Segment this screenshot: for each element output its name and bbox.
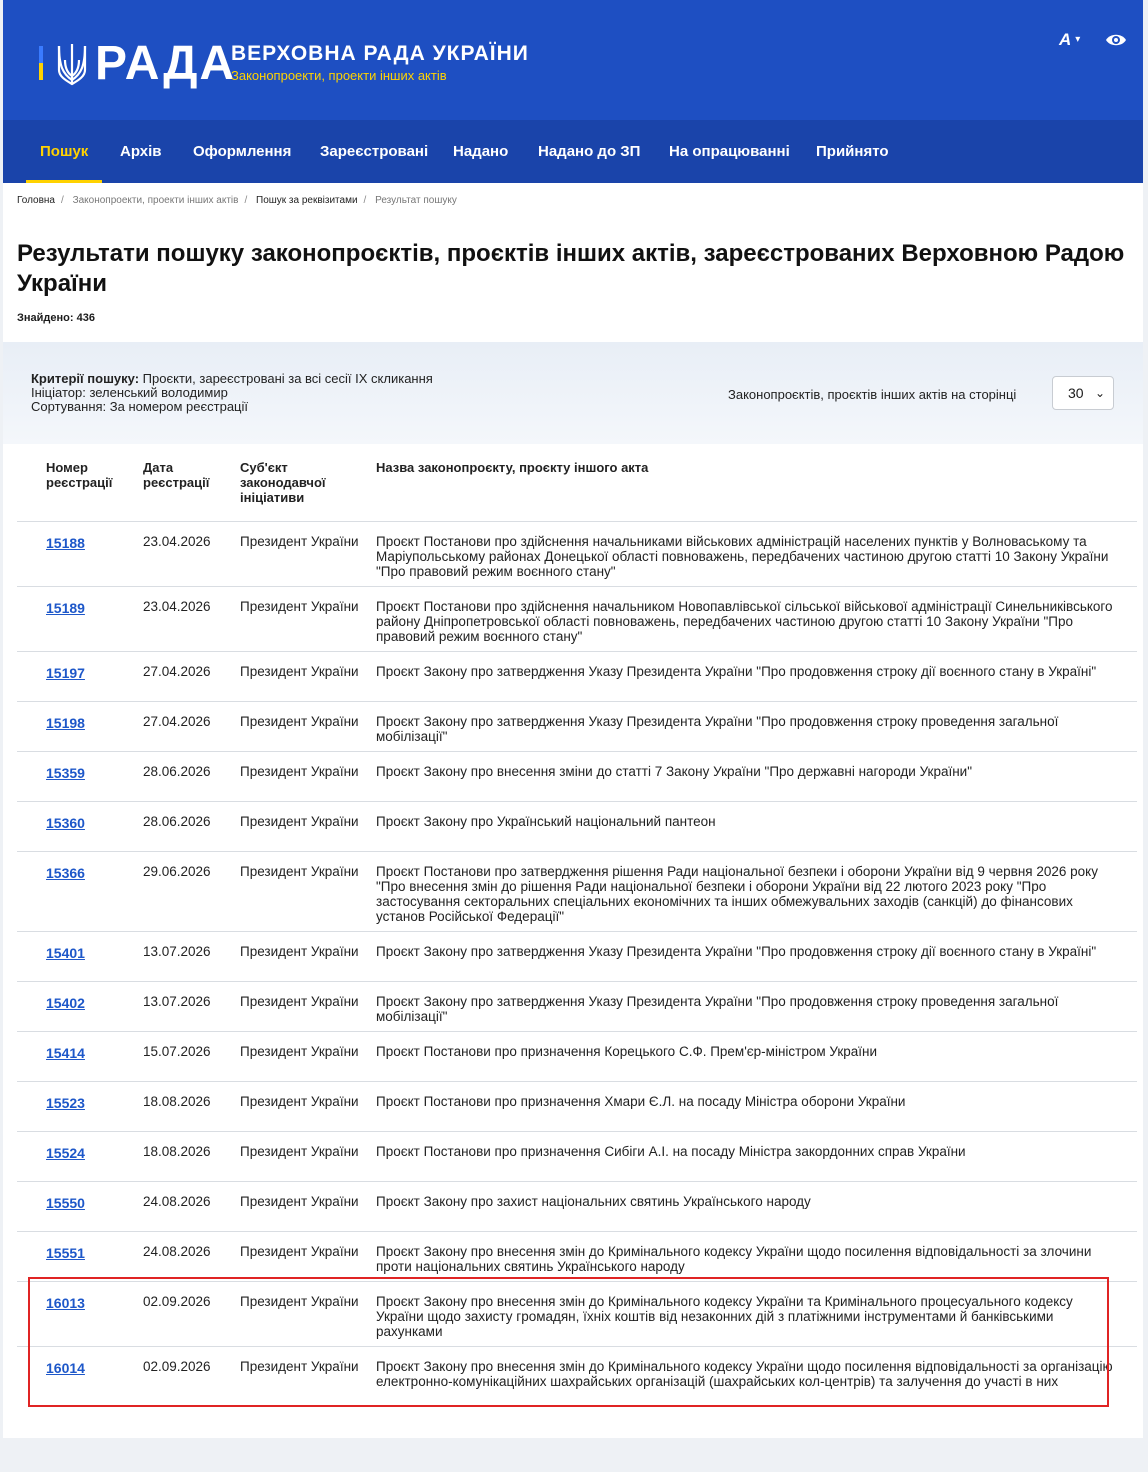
org-subtitle[interactable]: Законопроекти, проекти інших актів (231, 68, 447, 83)
registration-date: 28.06.2026 (143, 764, 211, 779)
registration-date: 02.09.2026 (143, 1294, 211, 1309)
nav-submitted-zp[interactable]: Надано до ЗП (538, 143, 641, 160)
bill-number-link[interactable]: 15523 (46, 1095, 85, 1111)
per-page-value: 30 (1068, 385, 1084, 401)
font-size-button[interactable] (1059, 30, 1080, 50)
org-title[interactable]: ВЕРХОВНА РАДА УКРАЇНИ (231, 42, 529, 65)
criteria-initiator: Ініціатор: зеленський володимир (31, 385, 228, 400)
initiative-subject: Президент України (240, 599, 359, 614)
logo-word[interactable]: РАДА (95, 37, 237, 90)
bill-title: Проєкт Закону про затвердження Указу Президента України "Про продовження строку проведення загальної мобілізації" (376, 994, 1059, 1024)
bill-number-link[interactable]: 15366 (46, 865, 85, 881)
bill-number-link[interactable]: 15189 (46, 600, 85, 616)
breadcrumb: Головна / Законопроекти, проекти інших актів / Пошук за реквізитами / Результат пошуку (17, 195, 457, 206)
registration-date: 18.08.2026 (143, 1094, 211, 1109)
registration-date: 13.07.2026 (143, 994, 211, 1009)
bill-title: Проєкт Закону про внесення змін до Кримінального кодексу України щодо посилення відповідальності за організацію електронно-комунікаційних шахрайських організацій (шахрайських кол-центрів) та залучення до участі в них (376, 1359, 1113, 1389)
bill-number-link[interactable]: 15198 (46, 715, 85, 731)
bill-title: Проєкт Постанови про здійснення начальниками військових адміністрацій населених пунктів у Волноваському та Маріупольському районах Донецької області повноважень, передбачених частиною другою статті 10 Закону України "Про правовий режим воєнного стану" (376, 534, 1109, 579)
initiative-subject: Президент України (240, 864, 359, 879)
bill-title: Проєкт Постанови про затвердження рішення Ради національної безпеки і оборони України від 9 червня 2026 року "Про внесення змін до рішення Ради національної безпеки і оборони України від 22 лютого 2023 року "Про застосування секторальних спеціальних економічних та інших обмежувальних заходів (санкцій) до фінансових установ Російської Федерації" (376, 864, 1098, 924)
header-subject[interactable]: Суб'єкт законодавчої ініціативи (240, 460, 326, 505)
registration-date: 28.06.2026 (143, 814, 211, 829)
chevron-down-icon: ⌄ (1094, 386, 1105, 400)
nav-in-progress[interactable]: На опрацюванні (669, 143, 790, 160)
bill-number-link[interactable]: 15402 (46, 995, 85, 1011)
initiative-subject: Президент України (240, 944, 359, 959)
table-row (17, 752, 1137, 802)
bill-number-link[interactable]: 15401 (46, 945, 85, 961)
table-row (17, 587, 1137, 652)
bill-title: Проєкт Закону про захист національних святинь Українського народу (376, 1194, 811, 1209)
bill-title: Проєкт Закону про внесення зміни до статті 7 Закону України "Про державні нагороди України" (376, 764, 973, 779)
breadcrumb-current: Результат пошуку (375, 195, 457, 206)
bill-title: Проєкт Постанови про призначення Сибіги А.І. на посаду Міністра закордонних справ України (376, 1144, 966, 1159)
bill-title: Проєкт Закону про затвердження Указу Президента України "Про продовження строку дії воєнного стану в Україні" (376, 944, 1097, 959)
breadcrumb-bills[interactable]: Законопроекти, проекти інших актів (72, 195, 239, 206)
bill-title: Проєкт Постанови про здійснення начальником Новопавлівської сільської військової адміністрації Синельниківського району Дніпропетровської області повноважень, передбачених частиною другою статті 10 Закону України "Про правовий режим воєнного стану" (376, 599, 1113, 644)
eye-icon[interactable] (1105, 31, 1127, 49)
initiative-subject: Президент України (240, 814, 359, 829)
criteria-label: Критерії пошуку: (31, 371, 140, 386)
page-title: Результати пошуку законопроєктів, проєктів інших актів, зареєстрованих Верховною Радою України (17, 240, 1125, 297)
per-page-select[interactable] (1052, 376, 1114, 410)
bill-title: Проєкт Закону про внесення змін до Кримінального кодексу України та Кримінального процесуального кодексу України щодо захисту громадян, їхніх коштів від незаконних дій з платіжними інструментами й банківськими рахунками (376, 1294, 1073, 1339)
initiative-subject: Президент України (240, 1294, 359, 1309)
table-row (17, 1032, 1137, 1082)
initiative-subject: Президент України (240, 1244, 359, 1259)
initiative-subject: Президент України (240, 994, 359, 1009)
table-row (17, 1082, 1137, 1132)
table-row (17, 1232, 1137, 1282)
site-header (3, 0, 1143, 120)
bill-number-link[interactable]: 15188 (46, 535, 85, 551)
registration-date: 02.09.2026 (143, 1359, 211, 1374)
bill-title: Проєкт Закону про затвердження Указу Президента України "Про продовження строку проведення загальної мобілізації" (376, 714, 1059, 744)
chevron-down-icon: ▾ (1075, 34, 1081, 45)
registration-date: 13.07.2026 (143, 944, 211, 959)
trident-icon (55, 40, 89, 90)
header-title[interactable]: Назва законопроєкту, проєкту іншого акта (376, 460, 649, 475)
initiative-subject: Президент України (240, 664, 359, 679)
table-row (17, 1132, 1137, 1182)
initiative-subject: Президент України (240, 1194, 359, 1209)
initiative-subject: Президент України (240, 714, 359, 729)
nav-search[interactable]: Пошук (40, 120, 88, 183)
font-size-label: А (1059, 30, 1072, 49)
registration-date: 24.08.2026 (143, 1194, 211, 1209)
bill-title: Проєкт Закону про Український національний пантеон (376, 814, 716, 829)
bill-title: Проєкт Постанови про призначення Корецького С.Ф. Прем'єр-міністром України (376, 1044, 878, 1059)
header-number[interactable]: Номер реєстрації (46, 460, 113, 490)
registration-date: 27.04.2026 (143, 714, 211, 729)
bill-number-link[interactable]: 15360 (46, 815, 85, 831)
per-page-label: Законопроєктів, проєктів інших актів на сторінці (728, 387, 1017, 402)
table-header (17, 460, 1137, 522)
header-date[interactable]: Дата реєстрації (143, 460, 210, 490)
flag-stripe (39, 46, 43, 80)
initiative-subject: Президент України (240, 1044, 359, 1059)
registration-date: 24.08.2026 (143, 1244, 211, 1259)
table-row (17, 702, 1137, 752)
bill-number-link[interactable]: 15524 (46, 1145, 85, 1161)
nav-drafting[interactable]: Оформлення (193, 143, 292, 160)
bill-number-link[interactable]: 15197 (46, 665, 85, 681)
bill-number-link[interactable]: 15359 (46, 765, 85, 781)
table-row (17, 852, 1137, 932)
criteria-value: Проєкти, зареєстровані за всі сесії IX скликання (142, 371, 433, 386)
table-row (17, 652, 1137, 702)
registration-date: 18.08.2026 (143, 1144, 211, 1159)
table-row (17, 802, 1137, 852)
results-count: Знайдено: 436 (17, 312, 95, 324)
bill-number-link[interactable]: 16014 (46, 1360, 85, 1376)
registration-date: 29.06.2026 (143, 864, 211, 879)
nav-registered[interactable]: Зареєстровані (320, 143, 429, 160)
breadcrumb-search[interactable]: Пошук за реквізитами (256, 195, 358, 206)
initiative-subject: Президент України (240, 1094, 359, 1109)
bill-number-link[interactable]: 16013 (46, 1295, 85, 1311)
table-row (17, 522, 1137, 587)
bill-number-link[interactable]: 15550 (46, 1195, 85, 1211)
registration-date: 15.07.2026 (143, 1044, 211, 1059)
registration-date: 23.04.2026 (143, 599, 211, 614)
registration-date: 27.04.2026 (143, 664, 211, 679)
highlight-box (28, 1277, 1109, 1407)
bill-number-link[interactable]: 15551 (46, 1245, 85, 1261)
table-row (17, 982, 1137, 1032)
initiative-subject: Президент України (240, 534, 359, 549)
table-row (17, 1182, 1137, 1232)
breadcrumb-home[interactable]: Головна (17, 195, 55, 206)
main-nav (3, 120, 1143, 183)
bill-number-link[interactable]: 15414 (46, 1045, 85, 1061)
content-panel (3, 183, 1143, 1438)
initiative-subject: Президент України (240, 1144, 359, 1159)
bill-title: Проєкт Закону про затвердження Указу Президента України "Про продовження строку дії воєнного стану в Україні" (376, 664, 1097, 679)
search-criteria (3, 342, 1143, 444)
nav-archive[interactable]: Архів (120, 143, 162, 160)
table-row (17, 932, 1137, 982)
criteria-sort: Сортування: За номером реєстрації (31, 399, 249, 414)
bill-title: Проєкт Постанови про призначення Хмари Є.Л. на посаду Міністра оборони України (376, 1094, 906, 1109)
registration-date: 23.04.2026 (143, 534, 211, 549)
bill-title: Проєкт Закону про внесення змін до Кримінального кодексу України щодо посилення відповідальності за злочини проти національних святинь Українського народу (376, 1244, 1092, 1274)
nav-adopted[interactable]: Прийнято (816, 143, 889, 160)
initiative-subject: Президент України (240, 764, 359, 779)
initiative-subject: Президент України (240, 1359, 359, 1374)
nav-submitted[interactable]: Надано (453, 143, 509, 160)
